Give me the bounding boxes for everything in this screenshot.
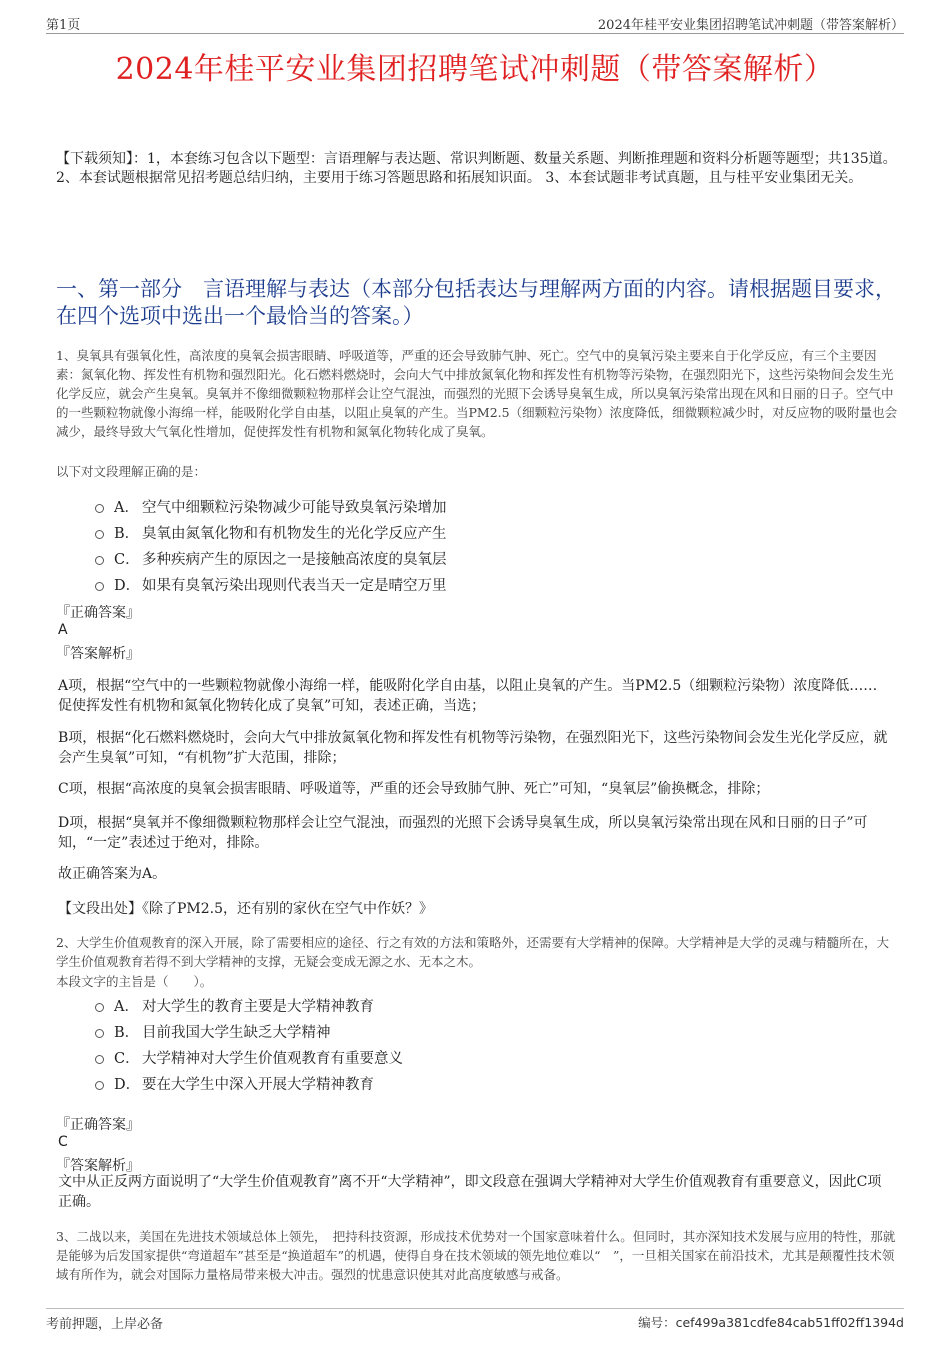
- footer-code-label: 编号：: [638, 1315, 676, 1330]
- question-2-answer-label: 『正确答案』: [56, 1117, 140, 1133]
- option-letter: D．: [114, 577, 141, 594]
- question-1-answer-label: 『正确答案』: [56, 605, 140, 621]
- option-letter: B．: [114, 525, 140, 542]
- option-text: 要在大学生中深入开展大学精神教育: [142, 1076, 374, 1093]
- question-1-prompt: 以下对文段理解正确的是：: [56, 464, 207, 479]
- radio-icon[interactable]: [95, 504, 104, 513]
- option-letter: D．: [114, 1076, 141, 1093]
- question-1-stem: 1、臭氧具有强氧化性，高浓度的臭氧会损害眼睛、呼吸道等，严重的还会导致肺气肿、死亡。空气中的臭氧污染主要来自于化学反应，有三个主要因素：氮氧化物、挥发性有机物和强烈阳光。化石燃料燃烧时，会向大气中排放氮氧化物和挥发性有机物等污染物，在强烈阳光下，这些污染物间会发生光化学反应，就会产生臭氧。臭氧并不像细微颗粒物那样会让空气混浊，而强烈的光照下会诱导臭氧生成，所以臭氧污染常出现在风和日丽的日子。空气中的一些颗粒物就像小海绵一样，能吸附化学自由基，以阻止臭氧的产生。当PM2.5（细颗粒污染物）浓度降低，细微颗粒减少时，对反应物的吸附量也会减少，最终导致大气氧化性增加，促使挥发性有机物和氮氧化物转化成了臭氧。: [56, 348, 898, 439]
- question-1-option-a[interactable]: [95, 496, 447, 516]
- question-2-option-a[interactable]: [95, 995, 374, 1015]
- question-2-answer: C: [58, 1134, 68, 1150]
- radio-icon[interactable]: [95, 530, 104, 539]
- question-1-analysis-b: B项，根据“化石燃料燃烧时，会向大气中排放氮氧化物和挥发性有机物等污染物，在强烈阳光下，这些污染物间会发生光化学反应，就会产生臭氧”可知，“有机物”扩大范围，排除；: [58, 730, 888, 766]
- option-text: 如果有臭氧污染出现则代表当天一定是晴空万里: [142, 577, 447, 594]
- question-1-analysis-c: C项，根据“高浓度的臭氧会损害眼睛、呼吸道等，严重的还会导致肺气肿、死亡”可知，“臭氧层”偷换概念，排除；: [58, 781, 770, 797]
- question-2-stem: 2、大学生价值观教育的深入开展，除了需要相应的途径、行之有效的方法和策略外，还需要有大学精神的保障。大学精神是大学的灵魂与精髓所在，大学生价值观教育若得不到大学精神的支撑，无疑会变成无源之水、无本之木。: [56, 935, 889, 969]
- question-2-analysis-label: 『答案解析』: [56, 1158, 140, 1174]
- radio-icon[interactable]: [95, 556, 104, 565]
- question-2-option-b[interactable]: [95, 1021, 331, 1041]
- option-text: 目前我国大学生缺乏大学精神: [142, 1024, 331, 1041]
- radio-icon[interactable]: [95, 582, 104, 591]
- question-1-analysis-d: D项，根据“臭氧并不像细微颗粒物那样会让空气混浊，而强烈的光照下会诱导臭氧生成，所以臭氧污染常出现在风和日丽的日子”可知，“一定”表述过于绝对，排除。: [58, 815, 868, 851]
- question-1-analysis-a: A项，根据“空气中的一些颗粒物就像小海绵一样，能吸附化学自由基，以阻止臭氧的产生。当PM2.5（细颗粒污染物）浓度降低……促使挥发性有机物和氮氧化物转化成了臭氧”可知，表述正确，当选；: [58, 678, 878, 714]
- option-letter: C．: [114, 551, 140, 568]
- option-text: 大学精神对大学生价值观教育有重要意义: [142, 1050, 403, 1067]
- question-1-source: 【文段出处】《除了PM2.5，还有别的家伙在空气中作妖？》: [58, 901, 434, 917]
- question-1-option-c[interactable]: [95, 548, 447, 568]
- radio-icon[interactable]: [95, 1029, 104, 1038]
- question-2-option-c[interactable]: [95, 1047, 403, 1067]
- option-letter: C．: [114, 1050, 140, 1067]
- question-1-analysis-label: 『答案解析』: [56, 646, 140, 662]
- footer-code-value: cef499a381cdfe84cab51ff02ff1394d: [675, 1315, 904, 1330]
- option-letter: B．: [114, 1024, 140, 1041]
- option-letter: A．: [114, 499, 139, 516]
- section-title: 一、第一部分 言语理解与表达（本部分包括表达与理解两方面的内容。请根据题目要求，在四个选项中选出一个最恰当的答案。）: [56, 277, 896, 328]
- header-divider: [46, 33, 904, 34]
- option-letter: A．: [114, 998, 139, 1015]
- footer-divider: [46, 1308, 904, 1309]
- page-number: 第1页: [46, 18, 81, 33]
- footer-code: [638, 1313, 904, 1331]
- radio-icon[interactable]: [95, 1003, 104, 1012]
- question-1-option-d[interactable]: [95, 574, 447, 594]
- radio-icon[interactable]: [95, 1081, 104, 1090]
- question-2-prompt: 本段文字的主旨是（ ）。: [56, 974, 213, 989]
- option-text: 臭氧由氮氧化物和有机物发生的光化学反应产生: [142, 525, 447, 542]
- header-doc-title: 2024年桂平安业集团招聘笔试冲刺题（带答案解析）: [597, 18, 904, 33]
- footer-slogan: 考前押题，上岸必备: [46, 1317, 164, 1332]
- question-2-analysis: 文中从正反两方面说明了“大学生价值观教育”离不开“大学精神”，即文段意在强调大学精神对大学生价值观教育有重要意义，因此C项正确。: [58, 1174, 882, 1210]
- radio-icon[interactable]: [95, 1055, 104, 1064]
- option-text: 空气中细颗粒污染物减少可能导致臭氧污染增加: [142, 499, 447, 516]
- question-1-conclusion: 故正确答案为A。: [58, 866, 167, 882]
- question-1-answer: A: [58, 622, 68, 638]
- question-2-option-d[interactable]: [95, 1073, 374, 1093]
- option-text: 对大学生的教育主要是大学精神教育: [142, 998, 374, 1015]
- download-notice: 【下载须知】：1，本套练习包含以下题型：言语理解与表达题、常识判断题、数量关系题、判断推理题和资料分析题等题型；共135道。 2、本套试题根据常见招考题总结归纳，主要用于练习答题思路和拓展知识面。 3、本套试题非考试真题，且与桂平安业集团无关。: [56, 151, 897, 186]
- question-1-option-b[interactable]: [95, 522, 447, 542]
- page-title: 2024年桂平安业集团招聘笔试冲刺题（带答案解析）: [115, 52, 835, 87]
- option-text: 多种疾病产生的原因之一是接触高浓度的臭氧层: [142, 551, 447, 568]
- question-3-stem: 3、二战以来，美国在先进技术领域总体上领先， 把持科技资源，形成技术优势对一个国家意味着什么。但同时，其亦深知技术发展与应用的特性，那就是能够为后发国家提供“弯道超车”甚至是“换道超车”的机遇，使得自身在技术领域的领先地位难以“ ”，一旦相关国家在前沿技术，尤其是颠覆性技术领域有所作为，就会对国际力量格局带来极大冲击。强烈的忧患意识使其对此高度敏感与戒备。: [56, 1229, 896, 1282]
